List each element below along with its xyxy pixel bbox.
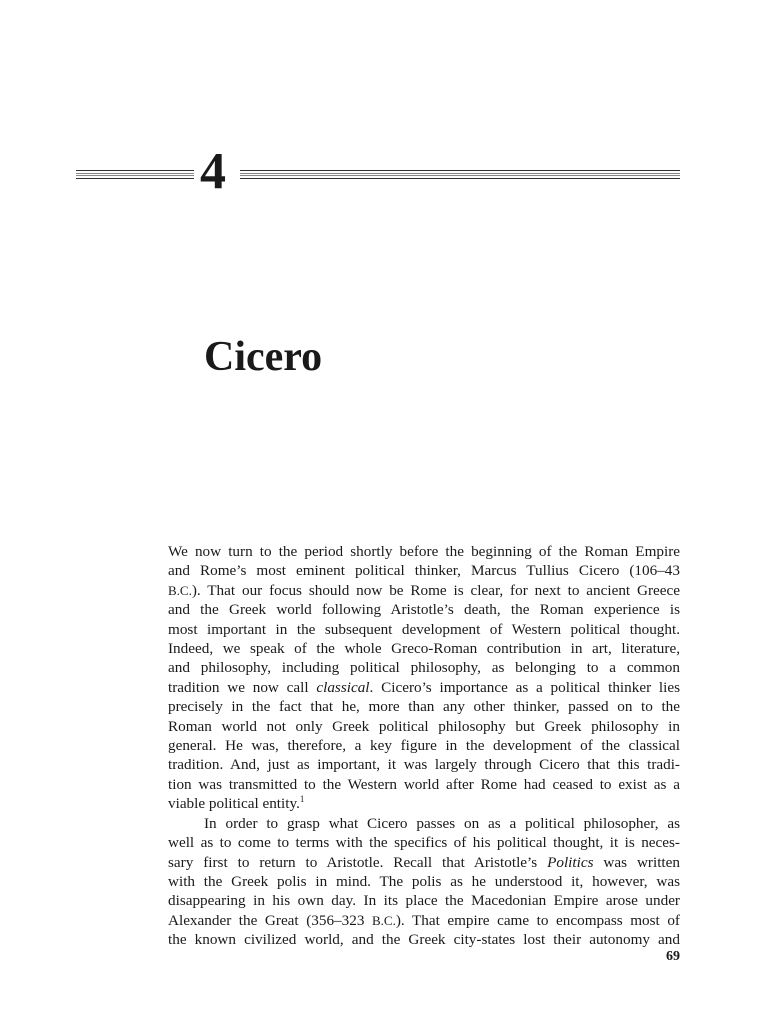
text-line: We now turn to the period shortly before the beginning of the Roman Empire (168, 543, 680, 560)
text-line: tradition we now call classical. Cicero’s importance as a political thinker lies (168, 678, 680, 696)
footnote-marker: 1 (299, 794, 305, 805)
text-line: and the Greek world following Aristotle’s death, the Roman experience is (168, 601, 680, 619)
text-line: general. He was, therefore, a key figure in the development of the classical (168, 737, 680, 755)
text-line: and philosophy, including political philosophy, as belonging to a common (168, 659, 680, 677)
chapter-number: 4 (200, 143, 226, 200)
era-abbreviation: B.C. (371, 912, 396, 928)
emphasis: classical (316, 678, 370, 696)
body-text (168, 542, 680, 950)
text-line: and Rome’s most eminent political thinker, Marcus Tullius Cicero (106–43 (168, 562, 680, 580)
text-line: well as to come to terms with the specifics of his political thought, it is neces- (168, 834, 680, 852)
text-line: In order to grasp what Cicero passes on as a political philosopher, as (204, 814, 680, 832)
text-line: Roman world not only Greek political philosophy but Greek philosophy in (168, 717, 680, 735)
text-line: B.C.). That our focus should now be Rome is clear, for next to ancient Greece (168, 581, 680, 599)
text-line: tion was transmitted to the Western world after Rome had ceased to exist as a (168, 775, 680, 793)
text-line: with the Greek polis in mind. The polis as he understood it, however, was (168, 872, 680, 890)
text-line: most important in the subsequent development of Western political thought. (168, 620, 680, 638)
chapter-rule-left (76, 170, 194, 180)
text-line: sary first to return to Aristotle. Recall that Aristotle’s Politics was written (168, 853, 680, 871)
text-line: Alexander the Great (356–323 B.C.). That empire came to encompass most of (168, 911, 680, 929)
text-line: tradition. And, just as important, it was largely through Cicero that this tradi- (168, 756, 680, 774)
text-line: viable political entity.$^1$ (168, 794, 305, 813)
text-line: Indeed, we speak of the whole Greco-Roman contribution in art, literature, (168, 640, 680, 658)
page-number: 69 (666, 949, 680, 964)
text-line: precisely in the fact that he, more than any other thinker, passed on to the (168, 698, 680, 716)
text-line: the known civilized world, and the Greek city-states lost their autonomy and (168, 931, 680, 949)
text-line: disappearing in his own day. In its place the Macedonian Empire arose under (168, 892, 680, 910)
chapter-title: Cicero (204, 334, 323, 380)
era-abbreviation: B.C. (168, 582, 192, 598)
chapter-rule-right (240, 170, 680, 180)
emphasis: Politics (547, 853, 594, 871)
